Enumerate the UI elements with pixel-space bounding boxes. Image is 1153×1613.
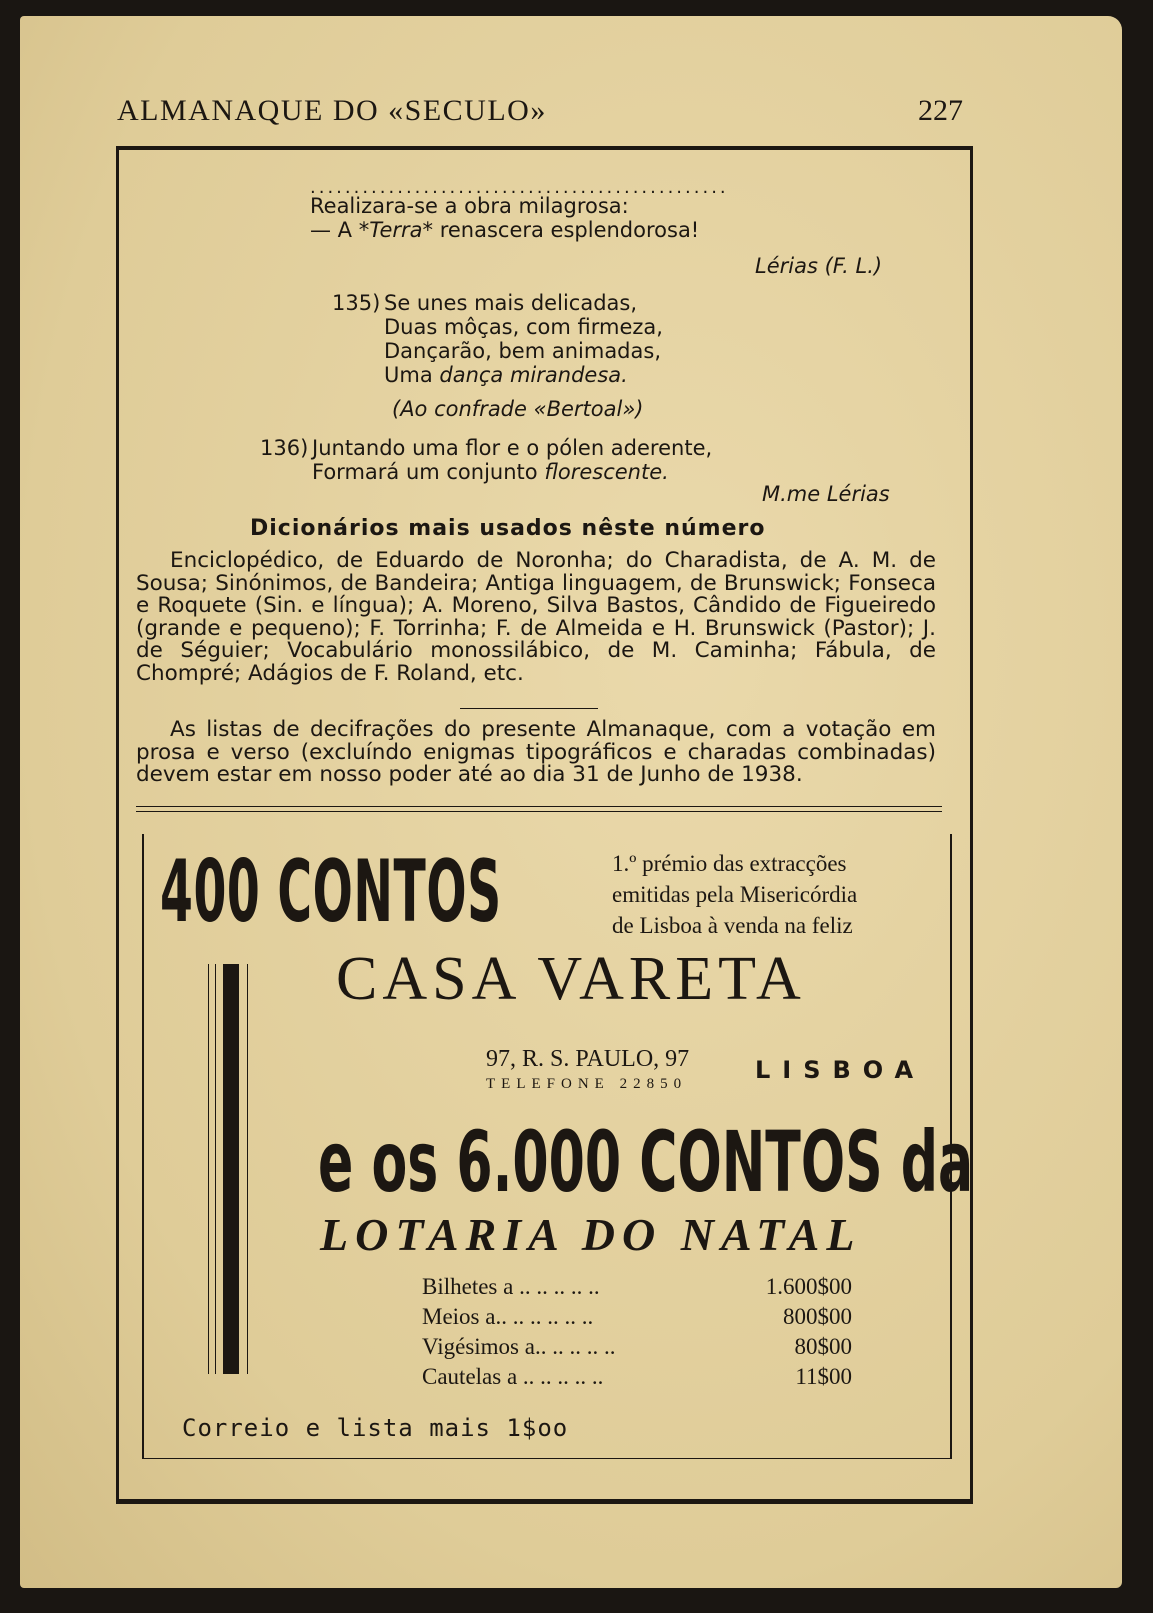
big-prize-headline: 400 CONTOS <box>160 842 502 942</box>
decorative-bar <box>208 964 209 1374</box>
running-header-title: ALMANAQUE DO «SECULO» <box>117 94 547 127</box>
notice-paragraph <box>136 719 936 787</box>
puzzle-number: 135) <box>332 291 381 315</box>
shop-address: 97, R. S. PAULO, 97 <box>486 1046 690 1072</box>
decorative-bar <box>215 964 216 1374</box>
shop-phone: TELEFONE 22850 <box>486 1076 688 1092</box>
price-row <box>422 1302 852 1332</box>
verse-line: — A *Terra* renascera esplendorosa! <box>310 218 700 242</box>
verse-line: Juntando uma flor e o pólen aderente, <box>312 436 713 460</box>
notice-text: As listas de decifrações do presente Almanaque, com a votação em prosa e verso (excluíndo enigmas tipográficos e charadas combinadas) devem estar em nosso poder até ao dia 31 de Junho de 1938. <box>136 717 936 787</box>
verse-line: Formará um conjunto florescente. <box>312 460 669 484</box>
price-list <box>422 1272 852 1392</box>
verse-line: Dançarão, bem animadas, <box>384 339 661 363</box>
dictionaries-text: Enciclopédico, de Eduardo de Noronha; do Charadista, de A. M. de Sousa; Sinónimos, de Bandeira; Antiga linguagem, de Brunswick; Fonseca e Roquete (Sin. e língua); A. Moreno, Silva Bastos, Cândido de Figueiredo (grande e pequeno); F. Torrinha; F. de Almeida e H. Brunswick (Pastor); J. de Séguier; Vocabulário monossilábico, de M. Caminha; Fábula, de Chompré; Adágios de F. Roland, etc. <box>136 548 936 686</box>
lottery-headline: e os 6.000 CONTOS da <box>318 1113 974 1211</box>
dedication: (Ao confrade «Bertoal») <box>392 397 644 421</box>
verse-line: Duas môças, com firmeza, <box>384 315 663 339</box>
short-rule <box>460 708 598 709</box>
almanac-page <box>20 16 1122 1588</box>
double-rule-bottom <box>136 811 942 812</box>
dictionaries-paragraph <box>136 550 936 685</box>
shop-city: LISBOA <box>755 1056 926 1084</box>
prize-description <box>612 848 922 941</box>
author-signature: Lérias (F. L.) <box>755 254 883 278</box>
prize-desc-line: emitidas pela Misericórdia <box>612 882 858 907</box>
section-heading: Dicionários mais usados nêste número <box>250 516 766 541</box>
prize-desc-line: de Lisboa à venda na feliz <box>612 913 853 938</box>
prize-desc-line: 1.º prémio das extracções <box>612 851 847 876</box>
postage-note: Correio e lista mais 1$oo <box>182 1414 569 1442</box>
verse-line: Se unes mais delicadas, <box>384 291 638 315</box>
price-label: Vigésimos a.. .. .. .. .. <box>422 1334 616 1359</box>
decorative-bar <box>223 964 239 1374</box>
price-value: 1.600$00 <box>765 1274 852 1299</box>
ellipsis-divider: ................................................ <box>310 177 729 198</box>
lottery-name: LOTARIA DO NATAL <box>320 1209 862 1260</box>
puzzle-number: 136) <box>260 436 309 460</box>
price-label: Cautelas a .. .. .. .. .. <box>422 1364 604 1389</box>
price-row <box>422 1332 852 1362</box>
shop-name: CASA VARETA <box>336 945 806 1013</box>
page-number: 227 <box>918 94 963 127</box>
double-rule-top <box>136 806 942 807</box>
price-row <box>422 1272 852 1302</box>
price-value: 800$00 <box>783 1304 852 1329</box>
verse-line: Uma dança mirandesa. <box>384 363 628 387</box>
verse-line: Realizara-se a obra milagrosa: <box>310 194 629 218</box>
price-value: 11$00 <box>795 1364 852 1389</box>
price-row <box>422 1362 852 1392</box>
price-label: Bilhetes a .. .. .. .. .. <box>422 1274 600 1299</box>
author-signature: M.me Lérias <box>762 482 890 506</box>
decorative-bar <box>247 964 248 1374</box>
price-value: 80$00 <box>794 1334 852 1359</box>
price-label: Meios a.. .. .. .. .. .. <box>422 1304 594 1329</box>
